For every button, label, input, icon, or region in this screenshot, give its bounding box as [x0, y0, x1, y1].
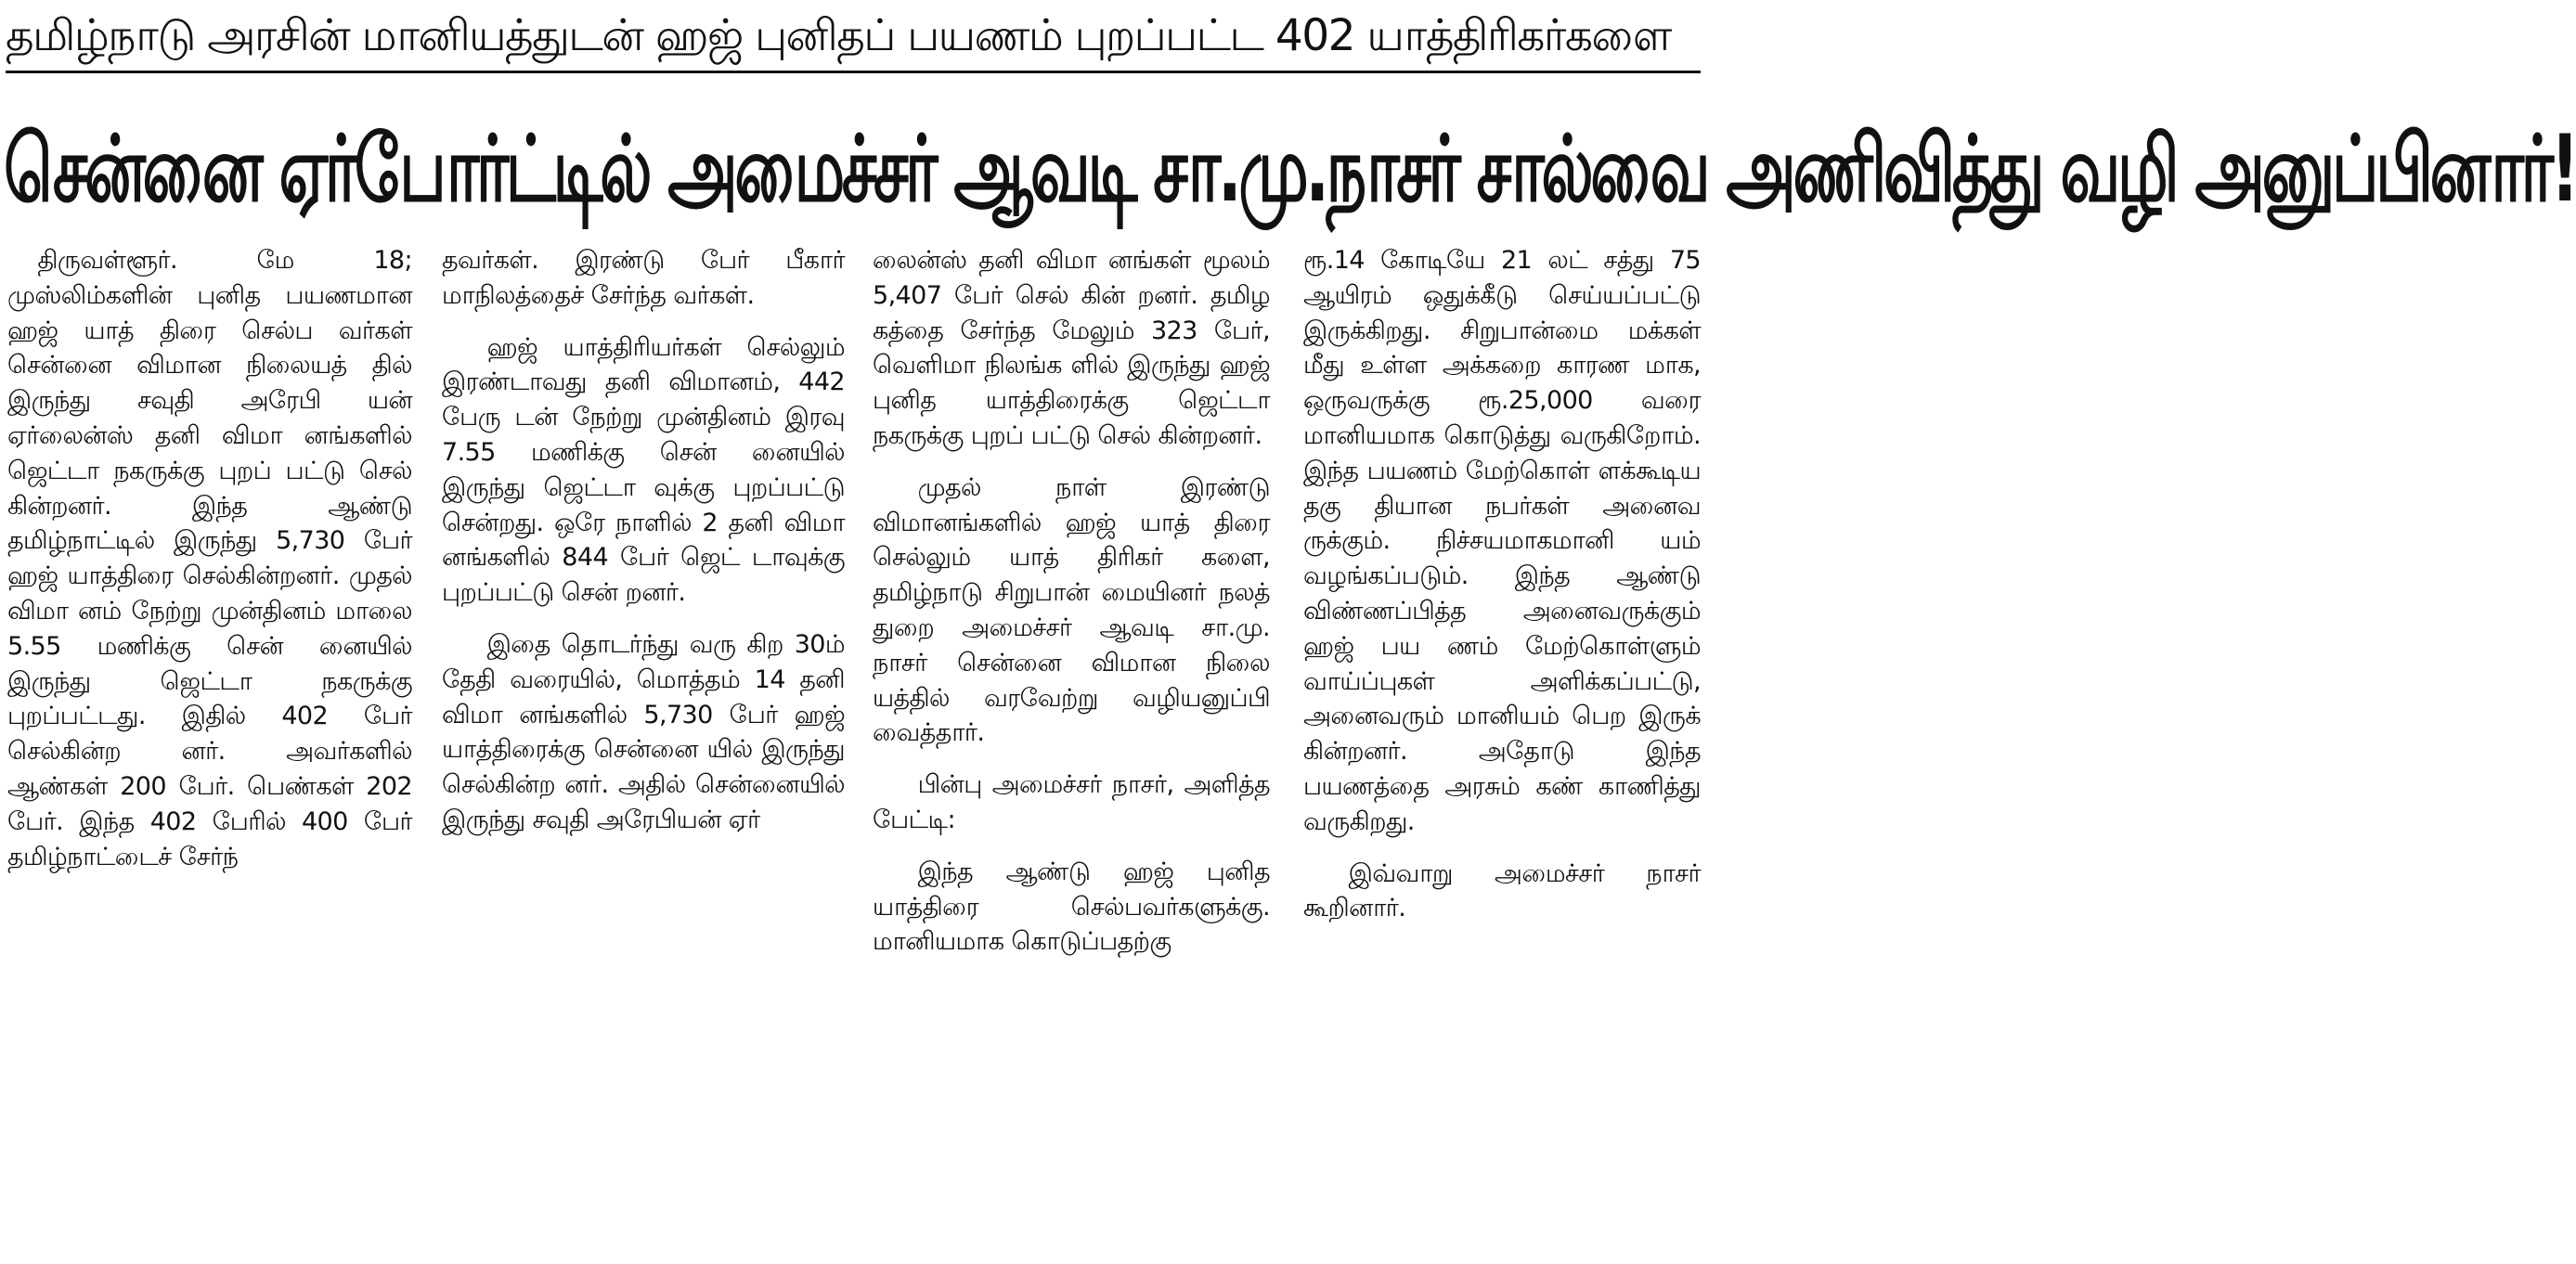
paragraph: முதல் நாள் இரண்டு விமானங்களில் ஹஜ் யாத் திரை செல்லும் யாத் திரிகர் களை, தமிழ்நாடு சிறுபான் மையினர் நலத் துறை அமைச்சர் ஆவடி சா.மு. நாசர் சென்னை விமான நிலை யத்தில் வரவேற்று வழியனுப்பி வைத்தார். [873, 472, 1270, 748]
main-headline: சென்னை ஏர்போர்ட்டில் அமைச்சர் ஆவடி சா.மு.நாசர் சால்வை அணிவித்து வழி அனுப்பினார்! [4, 117, 2576, 224]
article-column-3 [873, 243, 1270, 1257]
paragraph: இதை தொடர்ந்து வரு கிற 30ம் தேதி வரையில், மொத்தம் 14 தனி விமா னங்களில் 5,730 பேர் ஹஜ் யாத்திரைக்கு சென்னை யில் இருந்து செல்கின்ற னர். அதில் சென்னையில் இருந்து சவுதி அரேபியன் ஏர் [442, 629, 845, 834]
paragraph: இந்த ஆண்டு ஹஜ் புனித யாத்திரை செல்பவர்களுக்கு. மானியமாக கொடுப்பதற்கு [873, 857, 1270, 957]
paragraph: ஹஜ் யாத்திரியர்கள் செல்லும் இரண்டாவது தனி விமானம், 442 பேரு டன் நேற்று முன்தினம் இரவு 7.55 மணிக்கு சென் னையில் இருந்து ஜெட்டா வுக்கு புறப்பட்டு சென்றது. ஒரே நாளில் 2 தனி விமா னங்களில் 844 பேர் ஜெட் டாவுக்கு புறப்பட்டு சென் றனர். [442, 332, 845, 608]
paragraph: ரூ.14 கோடியே 21 லட் சத்து 75 ஆயிரம் ஒதுக்கீடு செய்யப்பட்டு இருக்கிறது. சிறுபான்மை மக்கள் மீது உள்ள அக்கறை காரண மாக, ஒருவருக்கு ரூ.25,000 வரை மானியமாக கொடுத்து வருகிறோம். இந்த பயணம் மேற்கொள் ளக்கூடிய தகு தியான நபர்கள் அனைவ ருக்கும். நிச்சயமாகமானி யம் வழங்கப்படும். இந்த ஆண்டு விண்ணப்பித்த அனைவருக்கும் ஹஜ் பய ணம் மேற்கொள்ளும் வாய்ப்புகள் அளிக்கப்பட்டு, அனைவரும் மானியம் பெற இருக் கின்றனர். அதோடு இந்த பயணத்தை அரசும் கண் காணித்து வருகிறது. [1303, 246, 1701, 836]
kicker-headline: தமிழ்நாடு அரசின் மானியத்துடன் ஹஜ் புனிதப் பயணம் புறப்பட்ட 402 யாத்திரிகர்களை [6, 10, 1671, 61]
paragraph: லைன்ஸ் தனி விமா னங்கள் மூலம் 5,407 பேர் செல் கின் றனர். தமிழ கத்தை சேர்ந்த மேலும் 323 பேர், வெளிமா நிலங்க ளில் இருந்து ஹஜ் புனித யாத்திரைக்கு ஜெட்டா நகருக்கு புறப் பட்டு செல் கின்றனர். [873, 246, 1270, 450]
paragraph: தவர்கள். இரண்டு பேர் பீகார் மாநிலத்தைச் சேர்ந்த வர்கள். [442, 246, 845, 310]
article-column-2 [442, 243, 845, 1257]
paragraph: இவ்வாறு அமைச்சர் நாசர் கூறினார். [1303, 858, 1701, 923]
paragraph: பின்பு அமைச்சர் நாசர், அளித்த பேட்டி: [873, 770, 1270, 834]
paragraph: திருவள்ளூர். மே 18; முஸ்லிம்களின் புனித பயணமான ஹஜ் யாத் திரை செல்ப வர்கள் சென்னை விமான நிலையத் தில் இருந்து சவுதி அரேபி யன் ஏர்லைன்ஸ் தனி விமா னங்களில் ஜெட்டா நகருக்கு புறப் பட்டு செல் கின்றனர். இந்த ஆண்டு தமிழ்நாட்டில் இருந்து 5,730 பேர் ஹஜ் யாத்திரை செல்கின்றனர். முதல் விமா னம் நேற்று முன்தினம் மாலை 5.55 மணிக்கு சென் னையில் இருந்து ஜெட்டா நகருக்கு புறப்பட்டது. இதில் 402 பேர் செல்கின்ற னர். அவர்களில் ஆண்கள் 200 பேர். பெண்கள் 202 பேர். இந்த 402 பேரில் 400 பேர் தமிழ்நாட்டைச் சேர்ந் [7, 246, 412, 871]
article-column-1 [7, 243, 412, 1257]
article-column-4 [1303, 243, 1701, 1257]
